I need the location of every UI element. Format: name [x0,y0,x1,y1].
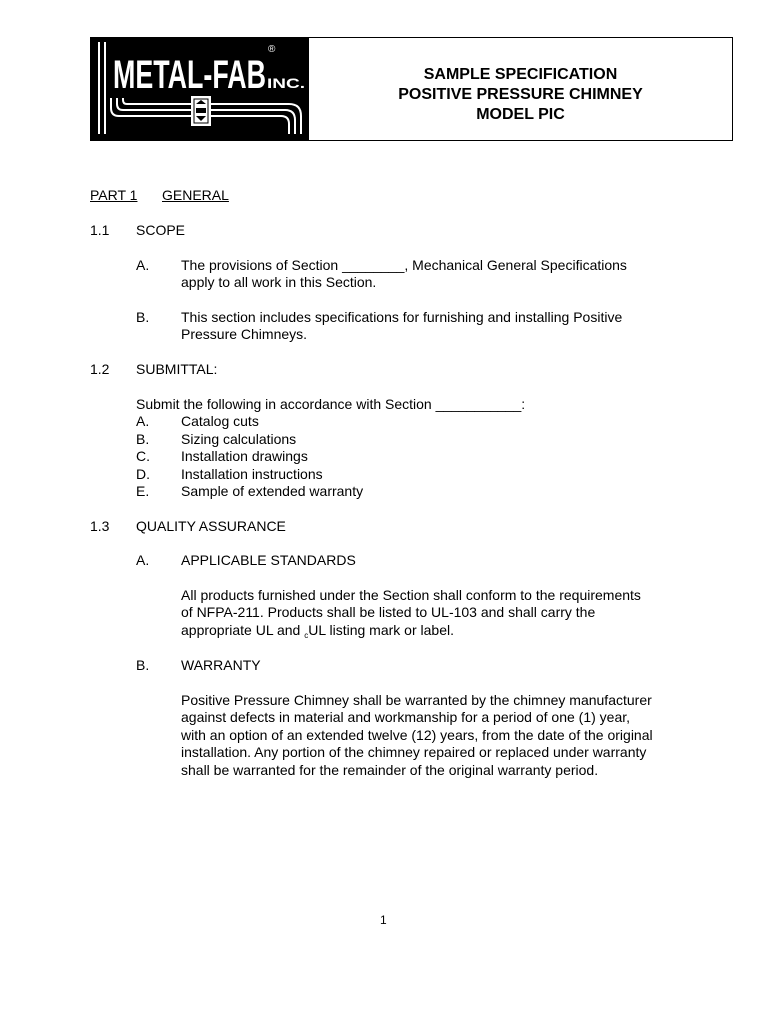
warranty-line-1: Positive Pressure Chimney shall be warranted by the chimney manufacturer [181,692,652,708]
section-title: SUBMITTAL: [136,361,218,377]
scope-item-a-line-1: The provisions of Section ________, Mechanical General Specifications [181,257,627,273]
standards-line-2: of NFPA-211. Products shall be listed to UL-103 and shall carry the [181,604,596,620]
submittal-intro: Submit the following in accordance with Section ___________: [136,396,526,412]
section-title: QUALITY ASSURANCE [136,518,286,534]
scope-item-b-line-2: Pressure Chimneys. [181,326,308,342]
warranty-line-5: shall be warranted for the remainder of the original warranty period. [181,762,599,778]
submittal-item: Catalog cuts [181,413,259,429]
metal-fab-logo [91,38,308,140]
document-title [308,38,732,140]
section-title: SCOPE [136,222,186,238]
logo-graphic [91,38,308,140]
subsection-title: WARRANTY [181,657,261,673]
document-header [90,37,733,141]
title-line: SAMPLE SPECIFICATION [423,66,618,83]
standards-line-3 [181,622,454,645]
standards-line-1: All products furnished under the Section shall conform to the requirements [181,587,641,603]
section-number: 1.2 [90,361,110,377]
part-title: GENERAL [162,187,229,203]
scope-item-a-line-2: apply to all work in this Section. [181,274,377,290]
item-letter: B. [136,309,150,325]
warranty-line-2: against defects in material and workmanship for a period of one (1) year, [181,709,631,725]
item-letter: A. [136,413,150,429]
cul-subscript: c [304,631,309,640]
section-number: 1.3 [90,518,110,534]
standards-line-3-pre: appropriate UL and [181,622,305,638]
warranty-line-3: with an option of an extended twelve (12) years, from the date of the original [181,727,653,743]
page-number: 1 [380,913,387,927]
item-letter: C. [136,448,150,464]
item-letter: E. [136,483,150,499]
item-letter: B. [136,657,150,673]
item-letter: B. [136,431,150,447]
logo-suffix-text: INC. [267,75,305,91]
item-letter: D. [136,466,150,482]
title-line: MODEL PIC [476,106,565,123]
section-number: 1.1 [90,222,110,238]
part-label: PART 1 [90,187,138,203]
warranty-line-4: installation. Any portion of the chimney repaired or replaced under warranty [181,744,647,760]
logo-registered-mark: ® [268,44,276,55]
scope-item-b-line-1: This section includes specifications for furnishing and installing Positive [181,309,623,325]
subsection-title: APPLICABLE STANDARDS [181,552,356,568]
logo-brand-text: METAL-FAB [113,53,266,97]
item-letter: A. [136,257,150,273]
submittal-item: Sizing calculations [181,431,297,447]
submittal-item: Installation instructions [181,466,323,482]
submittal-item: Sample of extended warranty [181,483,364,499]
submittal-item: Installation drawings [181,448,308,464]
title-line: POSITIVE PRESSURE CHIMNEY [398,86,643,103]
standards-line-3-post: UL listing mark or label. [308,622,454,638]
item-letter: A. [136,552,150,568]
